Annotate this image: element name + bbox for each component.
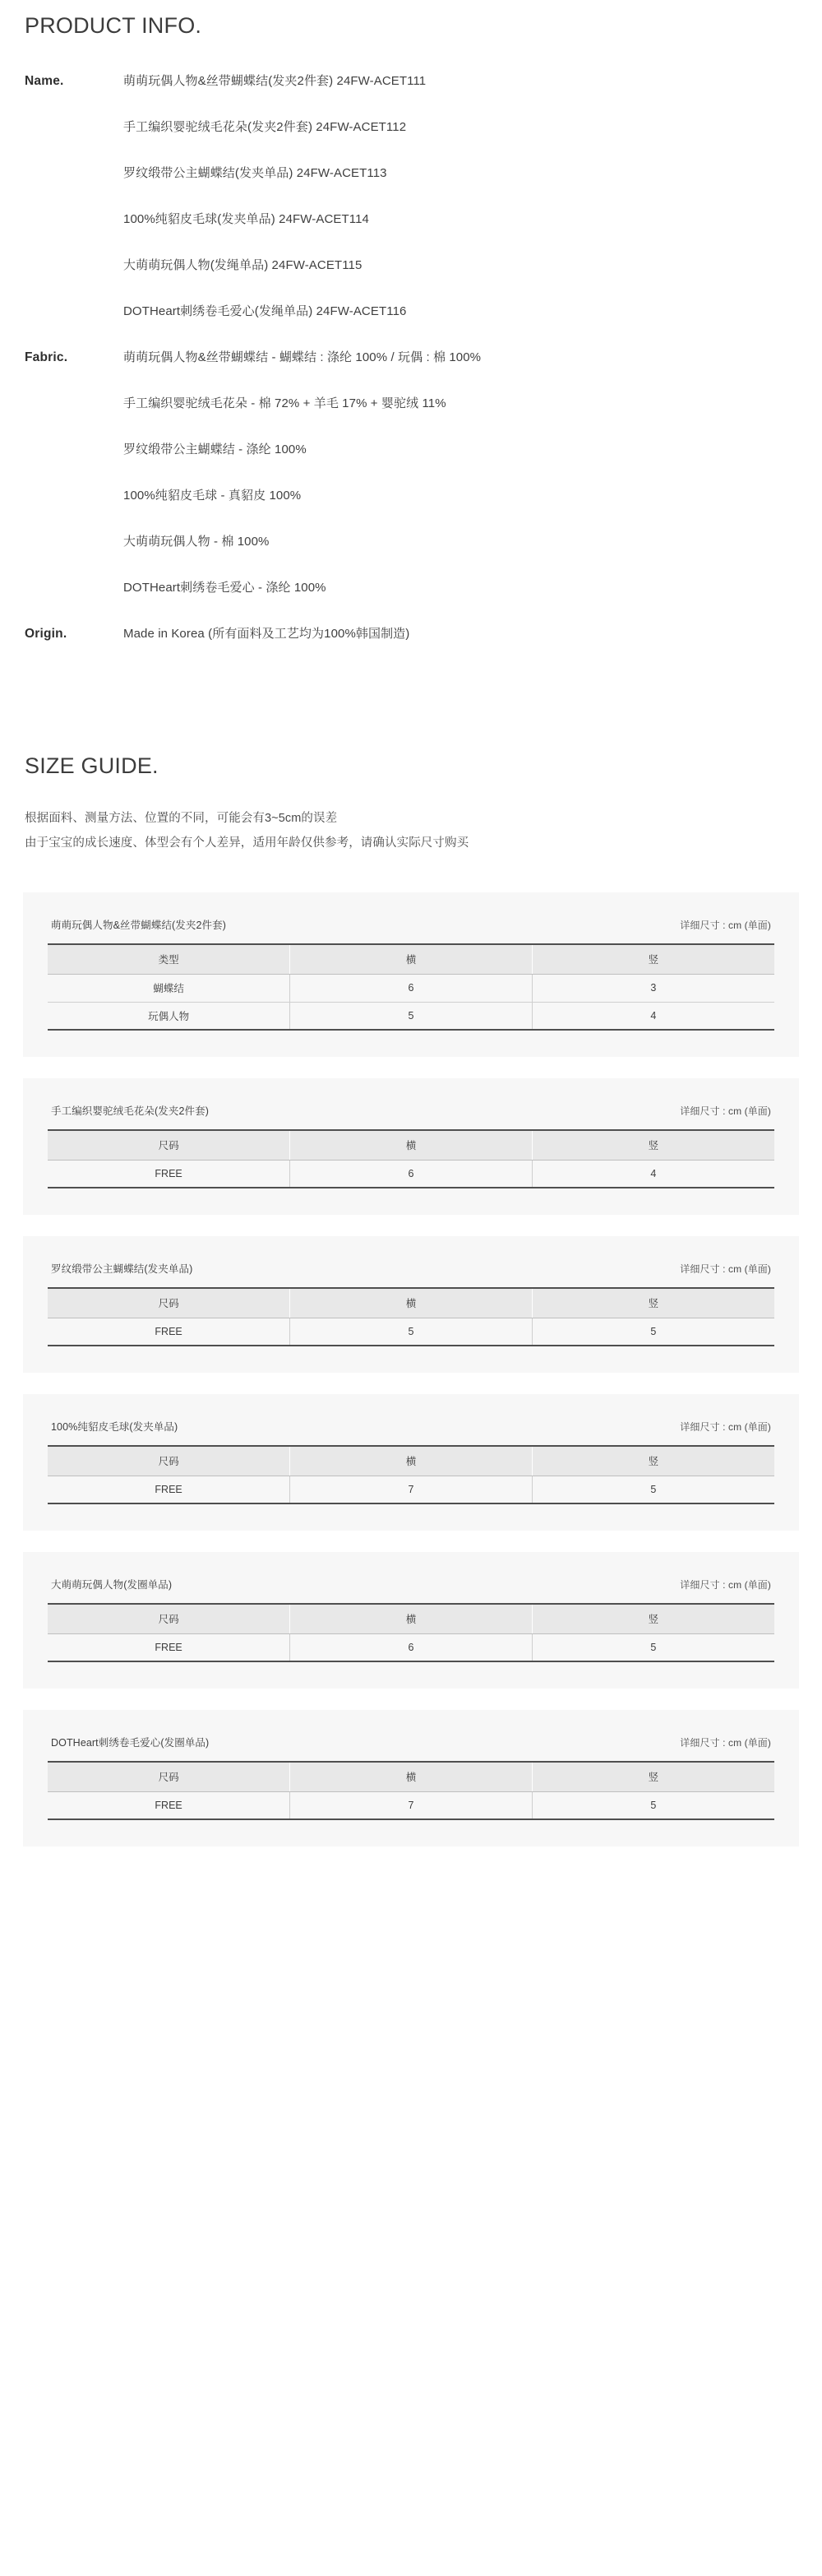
size-table bbox=[48, 1445, 774, 1504]
table-header-cell: 竖 bbox=[532, 1446, 774, 1476]
table-cell: 5 bbox=[532, 1476, 774, 1503]
size-guide-heading: SIZE GUIDE. bbox=[25, 753, 159, 778]
table-cell: 7 bbox=[290, 1791, 533, 1819]
table-cell: FREE bbox=[48, 1318, 290, 1346]
table-row bbox=[48, 974, 774, 1002]
product-info-list bbox=[0, 39, 822, 648]
size-card bbox=[23, 1078, 799, 1215]
table-row bbox=[48, 1160, 774, 1188]
size-table bbox=[48, 1603, 774, 1662]
info-value: 100%纯貂皮毛球 - 真貂皮 100% bbox=[123, 489, 302, 503]
size-card-header bbox=[48, 1098, 774, 1129]
size-table bbox=[48, 1129, 774, 1188]
table-cell: 7 bbox=[290, 1476, 533, 1503]
table-row bbox=[48, 1476, 774, 1503]
table-header-cell: 竖 bbox=[532, 1604, 774, 1633]
info-row-origin bbox=[25, 619, 822, 648]
table-cell: 6 bbox=[290, 1160, 533, 1188]
table-header-cell: 尺码 bbox=[48, 1762, 290, 1791]
table-row bbox=[48, 1002, 774, 1030]
info-label: Origin. bbox=[25, 627, 67, 641]
size-card-title: 100%纯貂皮毛球(发夹单品) bbox=[51, 1421, 178, 1433]
size-card-header bbox=[48, 912, 774, 943]
info-values bbox=[123, 67, 822, 326]
table-cell: FREE bbox=[48, 1476, 290, 1503]
table-header-cell: 竖 bbox=[532, 1288, 774, 1318]
info-row-name bbox=[25, 67, 822, 326]
table-row bbox=[48, 1633, 774, 1661]
table-cell: 5 bbox=[290, 1318, 533, 1346]
table-cell: 5 bbox=[532, 1791, 774, 1819]
size-card bbox=[23, 1710, 799, 1846]
size-card-title: DOTHeart刺绣卷毛爱心(发圈单品) bbox=[51, 1737, 210, 1749]
table-header-row bbox=[48, 1130, 774, 1160]
table-header-cell: 横 bbox=[290, 1604, 533, 1633]
table-cell: 6 bbox=[290, 974, 533, 1002]
table-cell: FREE bbox=[48, 1160, 290, 1188]
table-header-cell: 尺码 bbox=[48, 1130, 290, 1160]
size-tables-container bbox=[0, 892, 822, 1846]
size-card-header bbox=[48, 1572, 774, 1603]
size-card-title: 萌萌玩偶人物&丝带蝴蝶结(发夹2件套) bbox=[51, 920, 227, 931]
info-value: DOTHeart刺绣卷毛爱心 - 涤纶 100% bbox=[123, 581, 326, 595]
table-cell: 4 bbox=[532, 1160, 774, 1188]
row-spacer bbox=[25, 326, 822, 343]
size-guide-section bbox=[0, 753, 822, 1846]
table-header-cell: 横 bbox=[290, 1288, 533, 1318]
info-label: Fabric. bbox=[25, 350, 68, 364]
size-table bbox=[48, 943, 774, 1031]
table-header-cell: 竖 bbox=[532, 1130, 774, 1160]
size-card bbox=[23, 1236, 799, 1373]
info-value: 手工编织婴驼绒毛花朵 - 棉 72% + 羊毛 17% + 婴驼绒 11% bbox=[123, 396, 446, 410]
table-cell: 5 bbox=[290, 1002, 533, 1030]
size-table bbox=[48, 1287, 774, 1346]
table-cell: FREE bbox=[48, 1633, 290, 1661]
size-card bbox=[23, 1394, 799, 1531]
info-values bbox=[123, 343, 822, 602]
size-card-unit-label: 详细尺寸 : cm (单面) bbox=[680, 1263, 771, 1275]
size-card-unit-label: 详细尺寸 : cm (单面) bbox=[680, 1105, 771, 1117]
info-value: Made in Korea (所有面料及工艺均为100%韩国制造) bbox=[123, 627, 410, 641]
size-card-unit-label: 详细尺寸 : cm (单面) bbox=[680, 1579, 771, 1591]
info-label: Name. bbox=[25, 74, 64, 88]
size-guide-notes bbox=[0, 779, 822, 855]
size-card-header bbox=[48, 1414, 774, 1445]
table-cell: 4 bbox=[532, 1002, 774, 1030]
size-card-title: 大萌萌玩偶人物(发圈单品) bbox=[51, 1579, 173, 1591]
info-value: 手工编织婴驼绒毛花朵(发夹2件套) 24FW-ACET112 bbox=[123, 120, 407, 134]
info-value: 大萌萌玩偶人物 - 棉 100% bbox=[123, 535, 270, 549]
info-value: 萌萌玩偶人物&丝带蝴蝶结(发夹2件套) 24FW-ACET111 bbox=[123, 74, 427, 88]
table-header-cell: 尺码 bbox=[48, 1288, 290, 1318]
table-header-cell: 竖 bbox=[532, 944, 774, 974]
table-header-cell: 横 bbox=[290, 1762, 533, 1791]
table-row bbox=[48, 1318, 774, 1346]
size-card-title: 手工编织婴驼绒毛花朵(发夹2件套) bbox=[51, 1105, 209, 1117]
info-row-fabric bbox=[25, 343, 822, 602]
size-card-title: 罗纹缎带公主蝴蝶结(发夹单品) bbox=[51, 1263, 193, 1275]
table-header-row bbox=[48, 944, 774, 974]
size-card-header bbox=[48, 1730, 774, 1761]
table-row bbox=[48, 1791, 774, 1819]
size-guide-note: 由于宝宝的成长速度、体型会有个人差异，适用年龄仅供参考，请确认实际尺寸购买 bbox=[25, 836, 469, 850]
table-cell: 3 bbox=[532, 974, 774, 1002]
info-value: 罗纹缎带公主蝴蝶结 - 涤纶 100% bbox=[123, 442, 307, 456]
table-header-cell: 横 bbox=[290, 1446, 533, 1476]
table-header-row bbox=[48, 1288, 774, 1318]
size-card-unit-label: 详细尺寸 : cm (单面) bbox=[680, 1737, 771, 1749]
info-value: 萌萌玩偶人物&丝带蝴蝶结 - 蝴蝶结 : 涤纶 100% / 玩偶 : 棉 100% bbox=[123, 350, 482, 364]
size-card-unit-label: 详细尺寸 : cm (单面) bbox=[680, 1421, 771, 1433]
size-guide-note: 根据面料、测量方法、位置的不同，可能会有3~5cm的误差 bbox=[25, 812, 338, 825]
product-info-section bbox=[0, 0, 822, 648]
info-value: 100%纯貂皮毛球(发夹单品) 24FW-ACET114 bbox=[123, 212, 369, 226]
table-header-row bbox=[48, 1604, 774, 1633]
table-cell: 蝴蝶结 bbox=[48, 974, 290, 1002]
size-card-unit-label: 详细尺寸 : cm (单面) bbox=[680, 920, 771, 931]
table-cell: 5 bbox=[532, 1318, 774, 1346]
table-header-cell: 横 bbox=[290, 1130, 533, 1160]
size-card bbox=[23, 1552, 799, 1689]
size-table bbox=[48, 1761, 774, 1820]
info-value: DOTHeart刺绣卷毛爱心(发绳单品) 24FW-ACET116 bbox=[123, 304, 407, 318]
table-cell: FREE bbox=[48, 1791, 290, 1819]
row-spacer bbox=[25, 602, 822, 619]
table-cell: 6 bbox=[290, 1633, 533, 1661]
table-header-cell: 尺码 bbox=[48, 1604, 290, 1633]
size-card-header bbox=[48, 1256, 774, 1287]
table-header-row bbox=[48, 1446, 774, 1476]
info-value: 大萌萌玩偶人物(发绳单品) 24FW-ACET115 bbox=[123, 258, 363, 272]
table-cell: 玩偶人物 bbox=[48, 1002, 290, 1030]
info-value: 罗纹缎带公主蝴蝶结(发夹单品) 24FW-ACET113 bbox=[123, 166, 387, 180]
table-header-cell: 横 bbox=[290, 944, 533, 974]
table-header-cell: 尺码 bbox=[48, 1446, 290, 1476]
table-header-cell: 类型 bbox=[48, 944, 290, 974]
table-header-row bbox=[48, 1762, 774, 1791]
product-info-heading: PRODUCT INFO. bbox=[25, 13, 202, 38]
info-values bbox=[123, 619, 822, 648]
table-header-cell: 竖 bbox=[532, 1762, 774, 1791]
table-cell: 5 bbox=[532, 1633, 774, 1661]
size-card bbox=[23, 892, 799, 1057]
